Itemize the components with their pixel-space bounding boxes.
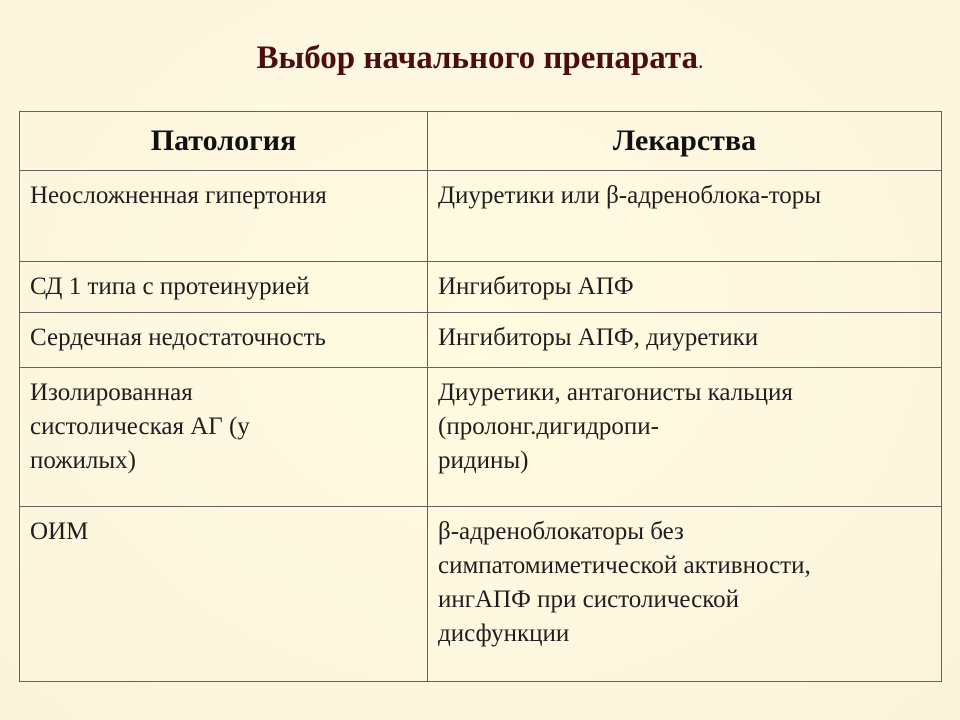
drugs-cell: β-адреноблокаторы без симпатомиметической активности, ингАПФ при систолической дисфункции [428,507,942,682]
slide-title-period: . [698,48,704,73]
table-header-row [20,112,942,171]
table-row [20,507,942,682]
pathology-cell: ОИМ [20,507,428,682]
table-row [20,313,942,368]
drugs-cell: Ингибиторы АПФ [428,262,942,313]
pathology-cell: СД 1 типа с протеинурией [20,262,428,313]
drugs-cell: Ингибиторы АПФ, диуретики [428,313,942,368]
pathology-cell: Изолированная систолическая АГ (у пожилых) [20,368,428,507]
table-row [20,262,942,313]
drug-selection-table [19,111,942,682]
slide-title [0,38,960,81]
pathology-cell: Сердечная недостаточность [20,313,428,368]
drugs-cell: Диуретики, антагонисты кальция (пролонг.дигидропи- ридины) [428,368,942,507]
slide-title-text: Выбор начального препарата [256,40,699,76]
header-pathology: Патология [20,112,428,171]
drugs-cell: Диуретики или β-адреноблока-торы [428,171,942,262]
header-drugs: Лекарства [428,112,942,171]
pathology-cell: Неосложненная гипертония [20,171,428,262]
table-row [20,171,942,262]
table-row [20,368,942,507]
